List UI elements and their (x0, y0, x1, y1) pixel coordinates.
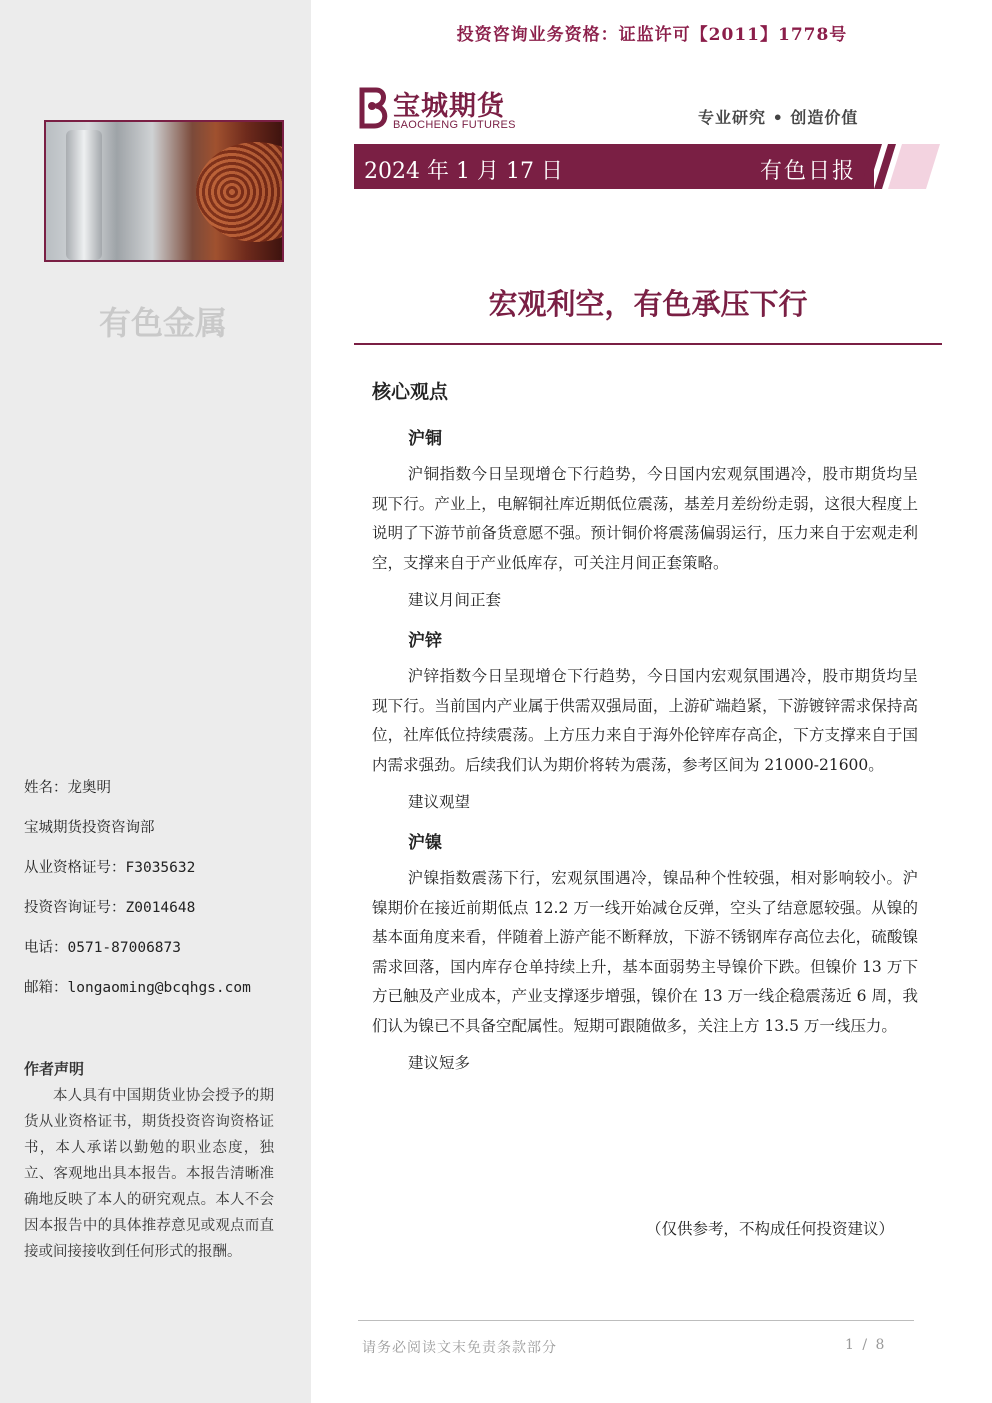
copper-advice: 建议月间正套 (408, 591, 502, 609)
declaration-body: 本人具有中国期货业协会授予的期货从业资格证书，期货投资咨询资格证书，本人承诺以勤勉的职业态度，独立、客观地出具本报告。本报告清晰准确地反映了本人的研究观点。本人不会因本报告中的具体推荐意见或观点而直接或间接接收到任何形式的报酬。 (24, 1088, 274, 1260)
footer-note: 请务必阅读文末免责条款部分 (362, 1340, 557, 1356)
nickel-section (372, 830, 918, 1079)
slogan: 专业研究 • 创造价值 (698, 108, 859, 127)
page-number: 1 / 8 (845, 1337, 887, 1353)
author-phone: 电话：0571-87006873 (24, 940, 181, 956)
zinc-title: 沪锌 (408, 631, 442, 651)
logo-text-cn: 宝城期货 (393, 91, 505, 122)
logo-text-en: BAOCHENG FUTURES (393, 119, 516, 131)
nickel-advice: 建议短多 (408, 1054, 471, 1072)
footer-rule (358, 1320, 914, 1321)
headline-rule (354, 343, 942, 345)
report-date: 2024 年 1 月 17 日 (364, 159, 563, 184)
sector-title: 有色金属 (98, 304, 227, 342)
section-heading: 核心观点 (372, 381, 449, 403)
nickel-body: 沪镍指数震荡下行，宏观氛围遇冷，镍品种个性较强，相对影响较小。沪镍期价在接近前期低点 12.2 万一线开始减仓反弹，空头了结意愿较强。从镍的基本面角度来看，伴随着上游产能不断释放，下游不锈钢库存高位去化，硫酸镍需求回落，国内库存仓单持续上升，基本面弱势主导镍价下跌。但镍价 13 万下方已触及产业成本，产业支撑逐步增强，镍价在 13 万一线企稳震荡近 6 周，我们认为镍已不具备空配属性。短期可跟随做多，关注上方 13.5 万一线压力。 (372, 869, 918, 1035)
cover-photo (44, 120, 284, 262)
metal-tube-graphic (66, 130, 102, 260)
author-department: 宝城期货投资咨询部 (24, 820, 155, 836)
headline: 宏观利空，有色承压下行 (488, 287, 808, 321)
author-info (24, 778, 294, 1018)
banner-stripes (860, 144, 940, 189)
author-consulting-no: 投资咨询证号：Z0014648 (24, 900, 196, 916)
disclaimer: （仅供参考，不构成任何投资建议） (646, 1220, 895, 1238)
logo-icon (356, 86, 390, 130)
author-email[interactable]: 邮箱：longaoming@bcqhgs.com (24, 980, 251, 996)
author-name: 姓名：龙奥明 (24, 780, 111, 796)
declaration-title: 作者声明 (24, 1060, 85, 1078)
copper-section (372, 426, 918, 616)
zinc-advice: 建议观望 (408, 793, 471, 811)
copper-title: 沪铜 (408, 429, 442, 449)
core-views (372, 426, 918, 1091)
copper-coil-graphic (196, 142, 284, 242)
license-line: 投资咨询业务资格：证监许可【2011】1778号 (456, 25, 848, 45)
copper-body: 沪铜指数今日呈现增仓下行趋势，今日国内宏观氛围遇冷，股市期货均呈现下行。产业上，电解铜社库近期低位震荡，基差月差纷纷走弱，这很大程度上说明了下游节前备货意愿不强。预计铜价将震荡偏弱运行，压力来自于宏观走利空，支撑来自于产业低库存，可关注月间正套策略。 (372, 465, 918, 572)
zinc-section (372, 628, 918, 818)
zinc-body: 沪锌指数今日呈现增仓下行趋势，今日国内宏观氛围遇冷，股市期货均呈现下行。当前国内产业属于供需双强局面，上游矿端趋紧，下游镀锌需求保持高位，社库低位持续震荡。上方压力来自于海外伦锌库存高企，下方支撑来自于国内需求强劲。后续我们认为期价将转为震荡，参考区间为 21000-21600。 (372, 667, 918, 774)
author-qualification-no: 从业资格证号：F3035632 (24, 860, 196, 876)
nickel-title: 沪镍 (408, 833, 442, 853)
report-type: 有色日报 (760, 159, 857, 184)
